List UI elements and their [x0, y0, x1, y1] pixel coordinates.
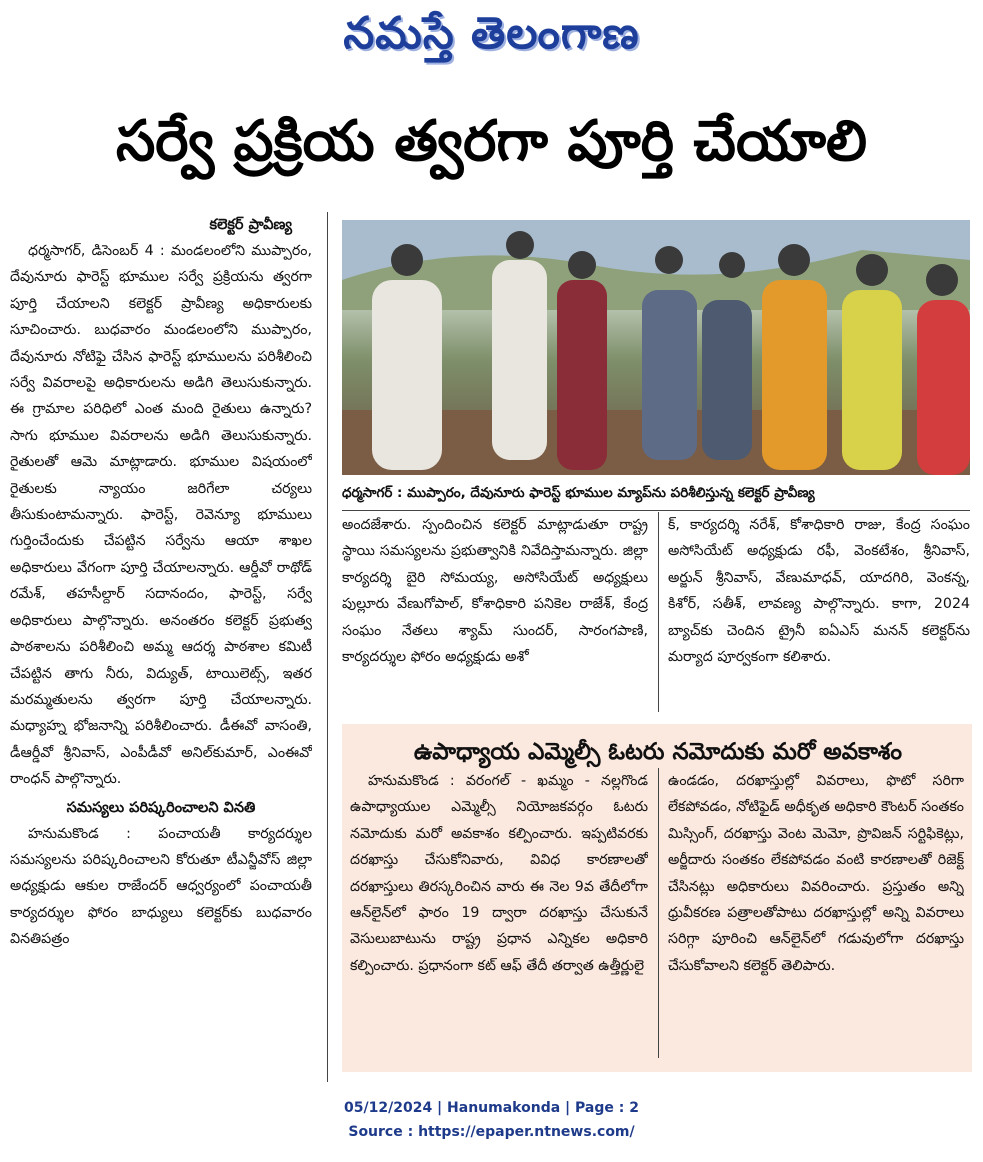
article1-body: ధర్మసాగర్, డిసెంబర్ 4 : మండలంలోని ముప్పారం, దేవునూరు ఫారెస్ట్ భూముల సర్వే ప్రక్రియను త్వరగా పూర్తి చేయాలని కలెక్టర్ ప్రావీణ్య అధికారులకు సూచించారు. బుధవారం మండలంలోని ముప్పారం, దేవునూరు నోటిఫై చేసిన ఫారెస్ట్ భూములను పరిశీలించి సర్వే వివరాలపై అధికారులను అడిగి తెలుసుకున్నారు. ఈ గ్రామాల పరిధిలో ఎంత మంది రైతులు ఉన్నారు? సాగు భూముల వివరాలను అడిగి తెలుసుకున్నారు. రైతులతో ఆమె మాట్లాడారు. భూముల విషయంలో రైతులకు న్యాయం జరిగేలా చర్యలు తీసుకుంటామన్నారు. ఫారెస్ట్, రెవెన్యూ భూములు గుర్తించేందుకు చేపట్టిన సర్వేను ఆయా శాఖల అధికారులు వేగంగా పూర్తి చేయాలన్నారు. ఆర్డీవో రాథోడ్ రమేశ్, తహసీల్దార్ సదానందం, ఫారెస్ట్, సర్వే అధికారులు పాల్గొన్నారు. అనంతరం కలెక్టర్ ప్రభుత్వ పాఠశాలను పరిశీలించి అమ్మ ఆదర్శ పాఠశాల కమిటీ చేపట్టిన తాగు నీరు, విద్యుత్, టాయిలెట్స్, ఇతర మరమ్మతులను త్వరగా పూర్తి చేయాలన్నారు. మధ్యాహ్న భోజనాన్ని పరిశీలించారు. డీఈవో వాసంతి, డీఆర్డీవో శ్రీనివాస్, ఎంపీడీవో అనిల్‌కుమార్, ఎంఈవో రాంధన్ పాల్గొన్నారు. — [10, 243, 312, 788]
article3-col2 — [668, 768, 964, 1064]
photo-caption: ధర్మసాగర్ : ముప్పారం, దేవునూరు ఫారెస్ట్ భూముల మ్యాప్‌ను పరిశీలిస్తున్న కలెక్టర్ ప్రావీణ్య — [342, 485, 815, 501]
collector-field-photo — [342, 220, 970, 475]
column-divider-3 — [658, 768, 659, 1058]
article2-heading: సమస్యలు పరిష్కరించాలని వినతి — [66, 799, 256, 816]
article2-col1: హనుమకొండ : పంచాయతీ కార్యదర్శుల సమస్యలను పరిష్కరించాలని కోరుతూ టీఎన్జీవోస్ జిల్లా అధ్యక్షుడు ఆకుల రాజేందర్ ఆధ్వర్యంలో పంచాయతీ కార్యదర్శుల ఫోరం బాధ్యులు కలెక్టర్‌కు బుధవారం వినతిపత్రం — [10, 825, 312, 948]
article3-col2-text: ఉండడం, దరఖాస్తుల్లో వివరాలు, ఫొటో సరిగా లేకపోవడం, నోటిఫైడ్ అధీకృత అధికారి కౌంటర్ సంతకం మిస్సింగ్, దరఖాస్తు వెంట మెమో, ప్రొవిజన్ సర్టిఫికెట్లు, అర్జీదారు సంతకం లేకపోవడం వంటి కారణాలతో రిజెక్ట్ చేసినట్లు అధికారులు వివరించారు. ప్రస్తుతం అన్ని ధ్రువీకరణ పత్రాలతోపాటు దరఖాస్తుల్లో అన్ని వివరాలు సరిగ్గా పూరించి ఆన్‌లైన్‌లో గడువులోగా దరఖాస్తు చేసుకోవాలని కలెక్టర్ తెలిపారు. — [668, 773, 964, 974]
article2-col2-text: అందజేశారు. స్పందించిన కలెక్టర్ మాట్లాడుతూ రాష్ట్ర స్థాయి సమస్యలను ప్రభుత్వానికి నివేదిస్తామన్నారు. జిల్లా కార్యదర్శి బైరి సోమయ్య, అసోసియేట్ అధ్యక్షులు పుల్లూరు వేణుగోపాల్, కోశాధికారి పనికెల రాజేశ్, కేంద్ర సంఘం నేతలు శ్యామ్ సుందర్, సారంగపాణి, కార్యదర్శుల ఫోరం అధ్యక్షుడు అశో — [342, 517, 648, 666]
article2-col3-text: క్, కార్యదర్శి నరేశ్, కోశాధికారి రాజు, కేంద్ర సంఘం అసోసియేట్ అధ్యక్షుడు రఫీ, వెంకటేశం, శ్రీనివాస్, అర్జున్ శ్రీనివాస్, వేణుమాధవ్, యాదగిరి, వెంకన్న, కిశోర్, సతీశ్, లావణ్య పాల్గొన్నారు. కాగా, 2024 బ్యాచ్‌కు చెందిన ట్రైనీ ఐఏఎస్ మనన్ కలెక్టర్‌ను మర్యాద పూర్వకంగా కలిశారు. — [668, 517, 970, 666]
article2-col2 — [342, 512, 648, 712]
article1-byline: కలెక్టర్ ప్రావీణ్య — [209, 217, 292, 233]
footer-source[interactable]: Source : https://epaper.ntnews.com/ — [348, 1124, 635, 1140]
article2-col3 — [668, 512, 970, 712]
left-column — [10, 212, 312, 1082]
photo-illustration — [342, 220, 970, 475]
newspaper-masthead: నమస్తే తెలంగాణ — [343, 8, 640, 59]
column-divider-2 — [658, 512, 659, 712]
article3-heading: ఉపాధ్యాయ ఎమ్మెల్సీ ఓటరు నమోదుకు మరో అవకాశం — [413, 739, 903, 765]
article3-col1-text: హనుమకొండ : వరంగల్ - ఖమ్మం - నల్లగొండ ఉపాధ్యాయుల ఎమ్మెల్సీ నియోజకవర్గం ఓటరు నమోదుకు మరో అవకాశం కల్పించారు. ఇప్పటివరకు దరఖాస్తు చేసుకోనివారు, వివిధ కారణాలతో దరఖాస్తులు తిరస్కరించిన వారు ఈ నెల 9వ తేదీలోగా ఆన్‌లైన్‌లో ఫారం 19 ద్వారా దరఖాస్తు చేసుకునే వెసులుబాటును రాష్ట్ర ప్రధాన ఎన్నికల అధికారి కల్పించారు. ప్రధానంగా కట్ ఆఫ్ తేదీ తర్వాత ఉత్తీర్ణులై — [350, 773, 648, 974]
article3-col1 — [350, 768, 648, 1064]
main-headline: సర్వే ప్రక్రియ త్వరగా పూర్తి చేయాలి — [115, 109, 868, 174]
caption-rule — [342, 510, 970, 511]
column-divider — [327, 212, 328, 1082]
footer-date-edition: 05/12/2024 | Hanumakonda | Page : 2 — [344, 1100, 639, 1116]
